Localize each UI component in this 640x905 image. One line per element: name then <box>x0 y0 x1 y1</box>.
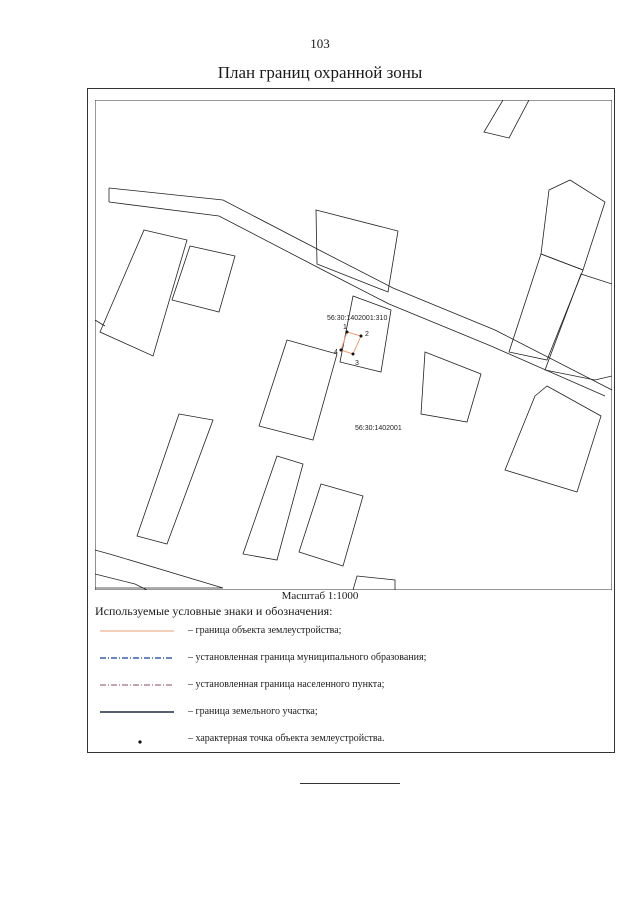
blue-dashdot-line-icon <box>100 653 174 663</box>
page-number: 103 <box>310 36 330 51</box>
legend-text: – характерная точка объекта землеустройства. <box>188 733 385 744</box>
map-border <box>95 100 612 590</box>
building <box>95 550 223 588</box>
legend-text: – установленная граница населенного пункта; <box>188 679 385 690</box>
legend-item <box>100 678 385 692</box>
point-label-3: 3 <box>355 360 359 367</box>
footer-divider <box>300 783 400 784</box>
building <box>137 414 213 544</box>
parcel-label-block: 56:30:1402001 <box>355 425 402 432</box>
point-marker <box>360 335 363 338</box>
maroon-dashdot-line-icon <box>100 680 174 690</box>
point-marker <box>340 349 343 352</box>
point-marker <box>352 353 355 356</box>
legend-item <box>100 624 342 638</box>
site-plan-map <box>95 100 612 590</box>
building <box>259 340 337 440</box>
page-title: План границ охранной зоны <box>217 63 423 82</box>
building <box>299 484 363 566</box>
map-drawing <box>95 100 612 590</box>
point-label-1: 1 <box>343 324 347 331</box>
building <box>509 254 583 360</box>
building-edge <box>95 574 147 590</box>
building <box>316 210 398 292</box>
building <box>243 456 303 560</box>
point-label-4: 4 <box>334 349 338 356</box>
building <box>545 274 612 380</box>
legend-text: – граница объекта землеустройства; <box>188 625 342 636</box>
building <box>541 180 605 270</box>
navy-line-icon <box>100 707 174 717</box>
legend-item <box>100 705 318 719</box>
legend-text: – граница земельного участка; <box>188 706 318 717</box>
legend-item <box>100 651 427 665</box>
building <box>172 246 235 312</box>
parcel-label-small: 56:30:1402001:310 <box>327 315 388 322</box>
legend-item <box>100 732 385 746</box>
building <box>353 576 395 590</box>
building <box>484 100 529 138</box>
legend-title: Используемые условные знаки и обозначения: <box>95 604 333 618</box>
building <box>505 386 601 492</box>
orange-line-icon <box>100 626 174 636</box>
point-label-2: 2 <box>365 331 369 338</box>
building <box>421 352 481 422</box>
scale-label: Масштаб 1:1000 <box>281 590 359 602</box>
black-dot-icon <box>100 734 174 744</box>
legend-text: – установленная граница муниципального образования; <box>188 652 427 663</box>
